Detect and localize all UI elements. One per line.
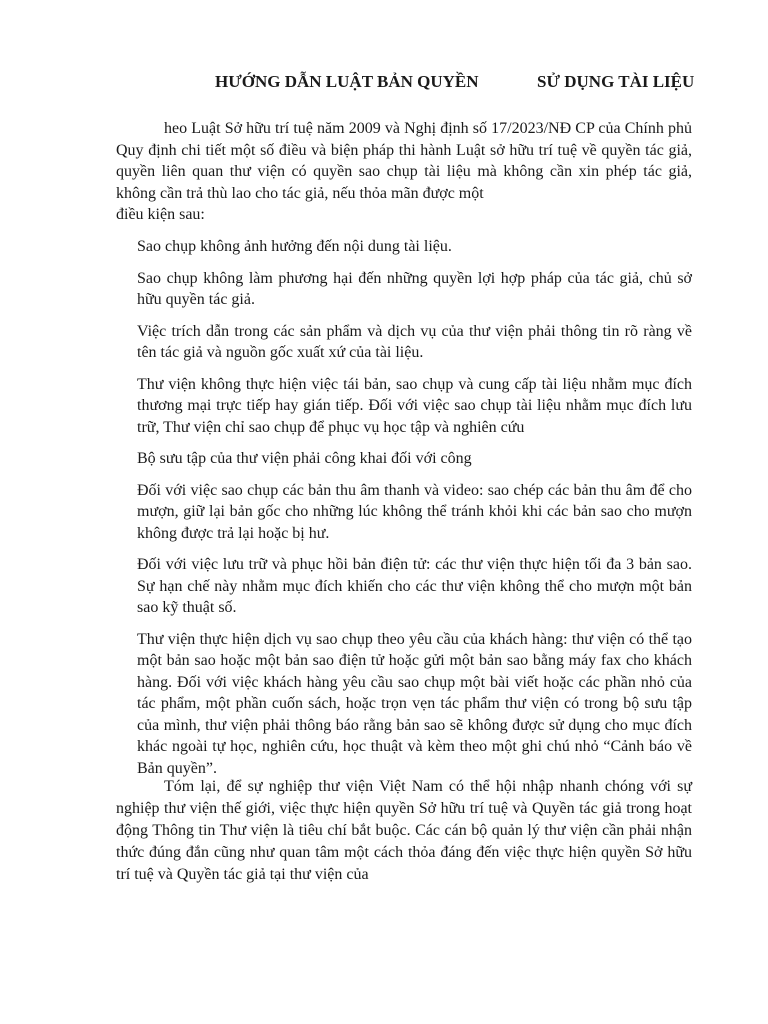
intro-last-line: điều kiện sau: bbox=[116, 206, 205, 223]
condition-item: Bộ sưu tập của thư viện phải công khai đối với công bbox=[137, 450, 472, 467]
conclusion-paragraph: Tóm lại, để sự nghiệp thư viện Việt Nam có thể hội nhập nhanh chóng với sự nghiệp thư viện thế giới, việc thực hiện quyền Sở hữu trí tuệ và Quyền tác giả trong hoạt động Thông tin Thư viện là tiêu chí bắt buộc. Các cán bộ quản lý thư viện cần phải nhận thức đúng đắn cũng như quan tâm một cách thỏa đáng đến việc thực hiện quyền Sở hữu trí tuệ và Quyền tác giả tại thư viện của bbox=[116, 778, 692, 883]
condition-item: Sao chụp không làm phương hại đến những quyền lợi hợp pháp của tác giả, chủ sở hữu quyền tác giả. bbox=[137, 269, 692, 308]
conditions-list bbox=[137, 236, 692, 789]
condition-item: Thư viện không thực hiện việc tái bản, sao chụp và cung cấp tài liệu nhằm mục đích thương mại trực tiếp hay gián tiếp. Đối với việc sao chụp tài liệu nhằm mục đích lưu trữ, Thư viện chỉ sao chụp để phục vụ học tập và nghiên cứu bbox=[137, 375, 692, 436]
condition-item: Đối với việc lưu trữ và phục hồi bản điện tử: các thư viện thực hiện tối đa 3 bản sao. Sự hạn chế này nhằm mục đích khiến cho các thư viện không thể cho mượn một bản sao kỹ thuật số. bbox=[137, 556, 692, 616]
title-left: HƯỚNG DẪN LUẬT BẢN QUYỀN bbox=[215, 72, 479, 91]
intro-paragraph bbox=[116, 118, 692, 226]
condition-item: Việc trích dẫn trong các sản phẩm và dịch vụ của thư viện phải thông tin rõ ràng về tên tác giả và nguồn gốc xuất xứ của tài liệu. bbox=[137, 322, 692, 361]
condition-item: Sao chụp không ảnh hưởng đến nội dung tài liệu. bbox=[137, 238, 452, 255]
condition-item: Đối với việc sao chụp các bản thu âm thanh và video: sao chép các bản thu âm để cho mượn, giữ lại bản gốc cho những lúc không thể tránh khỏi khi các bản sao cho mượn không được trả lại hoặc bị hư. bbox=[137, 481, 692, 542]
document-title bbox=[0, 72, 768, 96]
intro-first-line: heo Luật Sở hữu trí tuệ năm 2009 và Nghị định số 17/2023/NĐ CP của bbox=[164, 120, 621, 137]
condition-item: Thư viện thực hiện dịch vụ sao chụp theo yêu cầu của khách hàng: thư viện có thể tạo một bản sao hoặc một bản sao điện tử hoặc gửi một bản sao bằng máy fax cho khách hàng. Đối với việc khách hàng yêu cầu sao chụp một bài viết hoặc các phần nhỏ của tác phẩm, một phần cuốn sách, hoặc trọn vẹn tác phẩm thư viện có trong bộ sưu tập của mình, thư viện phải thông báo rằng bản sao sẽ không được sử dụng cho mục đích khác ngoài tự học, nghiên cứu, học thuật và kèm theo một ghi chú nhỏ “Cảnh báo về Bản quyền”. bbox=[137, 630, 692, 777]
intro-body: Chính phủ Quy định chi tiết một số điều và biện pháp thi hành Luật sở hữu trí tuệ về quyền tác giả, quyền liên quan thư viện có quyền sao chụp tài liệu mà không cần xin phép tác giả, không cần trả thù lao cho tác giả, nếu thỏa mãn được một bbox=[116, 120, 693, 202]
title-right: SỬ DỤNG TÀI LIỆU bbox=[537, 72, 695, 91]
